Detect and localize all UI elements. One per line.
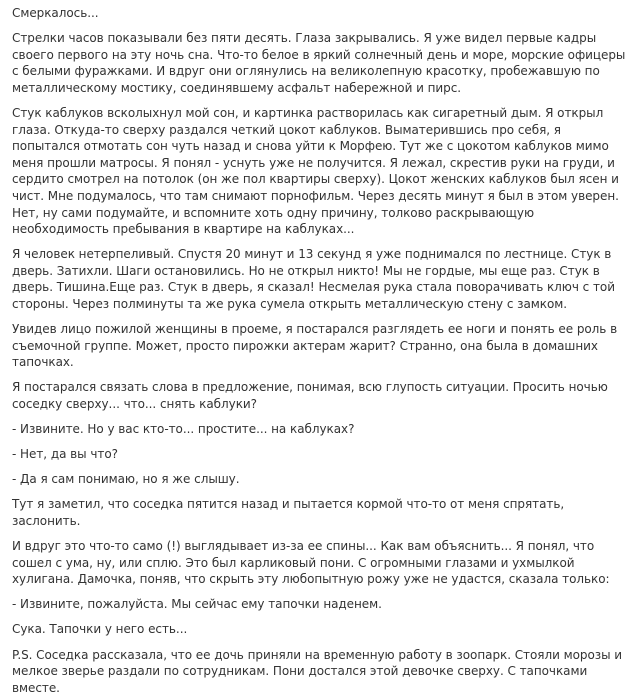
paragraph: И вдруг это что-то само (!) выглядывает из-за ее спины... Как вам объяснить... Я понял, что сошел с ума, ну, или сплю. Это был карликовый пони. С огромными глазами и ухмылкой хулигана. Дамочка, поняв, что скрыть эту любопытную рожу уже не удастся, сказала только:	[12, 538, 632, 588]
paragraph-postscript: P.S. Соседка рассказала, что ее дочь приняли на временную работу в зоопарк. Стояли морозы и мелкое зверье раздали по сотрудникам. Пони достался этой девочке сверху. С тапочками вместе.	[12, 647, 632, 696]
paragraph: Увидев лицо пожилой женщины в проеме, я постарался разглядеть ее ноги и понять ее роль в съемочной группе. Может, просто пирожки актерам жарит? Странно, она была в домашних тапочках.	[12, 321, 632, 371]
dialogue-line: - Нет, да вы что?	[12, 446, 632, 463]
paragraph: Тут я заметил, что соседка пятится назад и пытается кормой что-то от меня спрятать, заслонить.	[12, 496, 632, 529]
paragraph: Сука. Тапочки у него есть...	[12, 621, 632, 638]
dialogue-line: - Извините. Но у вас кто-то... простите... на каблуках?	[12, 421, 632, 438]
paragraph: Я человек нетерпеливый. Спустя 20 минут и 13 секунд я уже поднимался по лестнице. Стук в дверь. Затихли. Шаги остановились. Но не открыл никто! Мы не гордые, мы еще раз. Стук в дверь. Тишина.Еще раз. Стук в дверь, я сказал! Несмелая рука стала поворачивать ключ с той стороны. Через полминуты та же рука сумела открыть металлическую стену с замком.	[12, 246, 632, 312]
paragraph: Стук каблуков всколыхнул мой сон, и картинка растворилась как сигаретный дым. Я открыл глаза. Откуда-то сверху раздался четкий цокот каблуков. Выматерившись про себя, я попытался отмотать сон чуть назад и снова уйти к Морфею. Тут же с цокотом каблуков мимо меня прошли матросы. Я понял - уснуть уже не получится. Я лежал, скрестив руки на груди, и сердито смотрел на потолок (он же пол квартиры сверху). Цокот женских каблуков был ясен и чист. Мне подумалось, что там снимают порнофильм. Через десять минут я был в этом уверен. Нет, ну сами подумайте, и вспомните хоть одну причину, толково раскрывающую необходимость пребывания в квартире на каблуках...	[12, 105, 632, 238]
dialogue-line: - Извините, пожалуйста. Мы сейчас ему тапочки наденем.	[12, 596, 632, 613]
paragraph: Стрелки часов показывали без пяти десять. Глаза закрывались. Я уже видел первые кадры своего первого на эту ночь сна. Что-то белое в яркий солнечный день и море, морские офицеры с белыми фуражками. И вдруг они оглянулись на великолепную красотку, пробежавшую по металлическому мостику, соединявшему асфальт набережной и пирс.	[12, 30, 632, 96]
paragraph-intro: Смеркалось...	[12, 5, 632, 22]
paragraph: Я постарался связать слова в предложение, понимая, всю глупость ситуации. Просить ночью соседку сверху... что... снять каблуки?	[12, 379, 632, 412]
dialogue-line: - Да я сам понимаю, но я же слышу.	[12, 471, 632, 488]
